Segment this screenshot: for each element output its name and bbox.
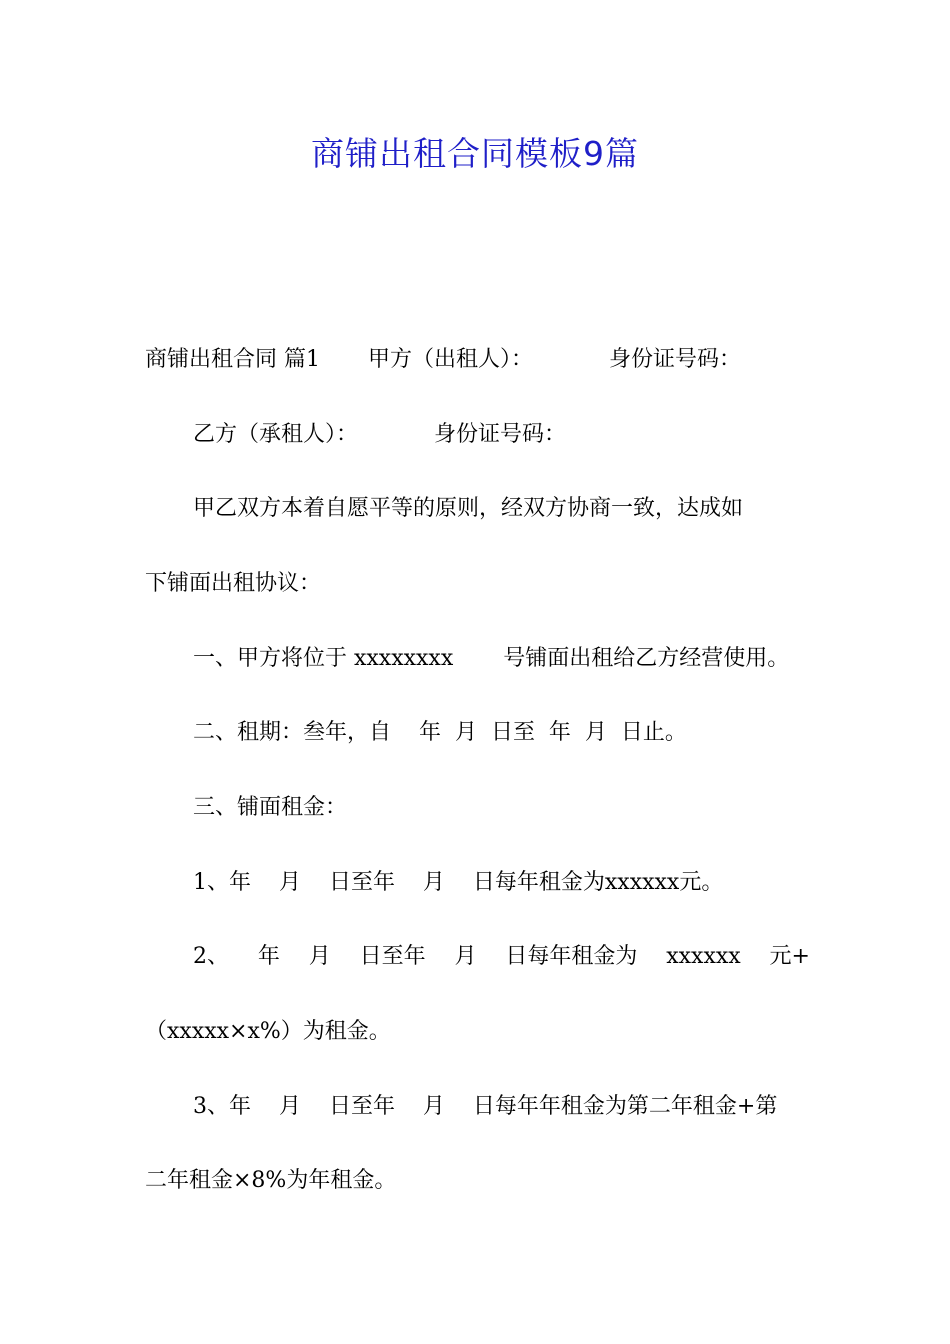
- clause-1-part2: 号铺面出租给乙方经营使用。: [503, 646, 790, 671]
- party-a-id-label: 身份证号码：: [609, 347, 742, 372]
- document-title: 商铺出租合同模板9篇: [311, 134, 639, 173]
- rent-item-2-part: 日每年租金为: [505, 944, 638, 969]
- clause-3-heading: 三、铺面租金：: [193, 795, 348, 820]
- rent-item-2-part: 2、: [193, 944, 229, 969]
- paragraph-intro-line1: 甲乙双方本着自愿平等的原则，经双方协商一致，达成如: [193, 496, 744, 521]
- party-b-id-label: 身份证号码：: [434, 422, 567, 447]
- rent-item-2-part: 元+: [769, 944, 810, 969]
- rent-item-2-part: 日至年: [359, 944, 426, 969]
- rent-item-3-line2: 二年租金×8%为年租金。: [145, 1168, 397, 1193]
- party-b-label: 乙方（承租人）：: [193, 422, 359, 447]
- contract-section-label: 商铺出租合同 篇1: [145, 347, 320, 372]
- contract-header-line: [145, 345, 810, 375]
- paragraph-intro-line2: 下铺面出租协议：: [145, 571, 322, 596]
- party-b-line: [193, 420, 858, 450]
- clause-1-part1: 一、甲方将位于 xxxxxxxx: [193, 646, 454, 671]
- clause-1-line: [193, 644, 858, 674]
- rent-item-2-part: 年: [257, 944, 280, 969]
- clause-2-line: 二、租期：叁年，自 年 月 日至 年 月 日止。: [193, 720, 687, 745]
- rent-item-2-part: xxxxxx: [666, 944, 741, 969]
- rent-item-2-line1: [193, 942, 810, 972]
- rent-item-1: 1、年 月 日至年 月 日每年租金为xxxxxx元。: [193, 870, 724, 895]
- rent-item-2-part: 月: [308, 944, 331, 969]
- party-a-label: 甲方（出租人）：: [368, 347, 534, 372]
- rent-item-2-part: 月: [454, 944, 477, 969]
- rent-item-3-line1: 3、年 月 日至年 月 日每年年租金为第二年租金+第: [193, 1094, 778, 1119]
- rent-item-2-line2: （xxxxx×x%）为租金。: [145, 1019, 391, 1044]
